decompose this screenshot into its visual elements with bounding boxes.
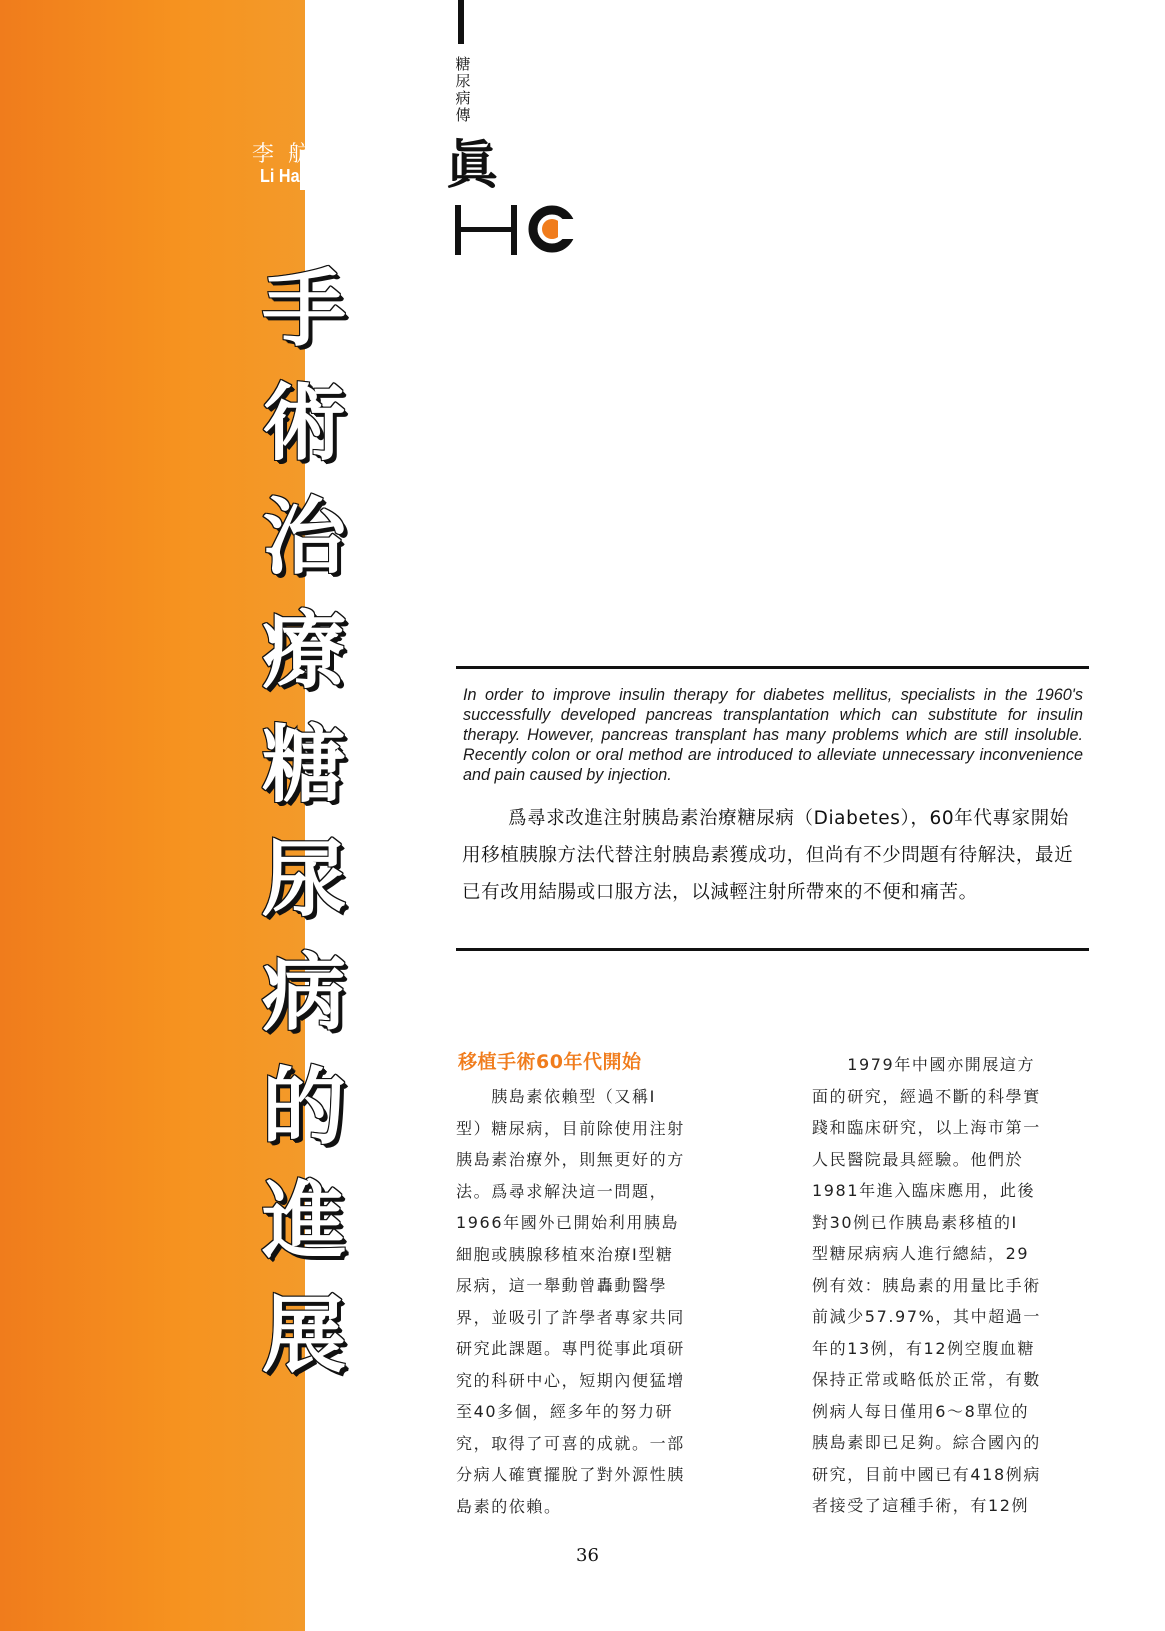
body-line: 細胞或胰腺移植來治療Ⅰ型糖 (456, 1244, 674, 1264)
body-line: 研究，目前中國已有418例病 (812, 1464, 1041, 1484)
body-line: 例有效：胰島素的用量比手術 (812, 1275, 1041, 1295)
series-label: 糖尿病傳 (455, 55, 471, 124)
section-heading: 移植手術60年代開始 (458, 1051, 642, 1073)
body-line: 者接受了這種手術，有12例 (812, 1496, 1030, 1515)
body-column-right (812, 1049, 1087, 1522)
author-name-chinese: 李航海 (252, 142, 361, 167)
body-line: 分病人確實擺脫了對外源性胰 (456, 1465, 685, 1484)
body-line: 型）糖尿病，目前除使用注射 (456, 1118, 685, 1138)
title-char: 展 (261, 1286, 346, 1384)
body-line: 人民醫院最具經驗。他們於 (812, 1149, 1024, 1169)
vertical-title (256, 252, 352, 1392)
title-char: 糖 (261, 716, 346, 814)
page-number: 36 (576, 1545, 599, 1566)
abstract-bottom-rule (456, 948, 1089, 951)
body-line: 型糖尿病病人進行總結，29 (812, 1244, 1030, 1263)
body-column-left (456, 1081, 728, 1522)
series-glyph: 眞 (446, 135, 499, 196)
body-line: 島素的依賴。 (456, 1496, 562, 1516)
body-line: 界，並吸引了許學者專家共同 (456, 1307, 685, 1327)
body-line: 究的科研中心，短期內便猛增 (456, 1370, 685, 1390)
body-line: 研究此課題。專門從事此項研 (456, 1339, 685, 1358)
author-name-english: Li Hang Hai (260, 166, 350, 186)
body-line: 究，取得了可喜的成就。一部 (456, 1433, 685, 1453)
column-logo-top-bar (458, 0, 464, 44)
body-line: 前減少57.97%，其中超過一 (812, 1307, 1042, 1326)
title-char: 病 (261, 944, 346, 1042)
body-line: 至40多個，經多年的努力研 (456, 1402, 674, 1421)
body-line: 保持正常或略低於正常，有數 (812, 1370, 1041, 1389)
body-line: 面的研究，經過不斷的科學實 (812, 1086, 1041, 1106)
title-char: 療 (261, 602, 346, 700)
hc-logo-icon (452, 205, 582, 255)
body-line: 胰島素依賴型（又稱Ⅰ (456, 1087, 656, 1106)
title-char: 的 (261, 1058, 346, 1156)
title-char: 手 (261, 260, 346, 358)
body-line: 例病人每日僅用6～8單位的 (812, 1401, 1030, 1421)
title-char: 術 (261, 374, 346, 472)
body-line: 年的13例，有12例空腹血糖 (812, 1338, 1036, 1358)
body-line: 尿病，這一舉動曾轟動醫學 (456, 1276, 668, 1295)
body-line: 1979年中國亦開展這方 (812, 1055, 1036, 1074)
body-line: 法。爲尋求解決這一問題， (456, 1181, 668, 1201)
abstract-chinese: 爲尋求改進注射胰島素治療糖尿病（Diabetes），60年代專家開始用移植胰腺方法代替注射胰島素獲成功，但尚有不少問題有待解決，最近已有改用結腸或口服方法，以減輕注射所帶來的不便和痛苦。 (462, 808, 1074, 903)
body-line: 1981年進入臨床應用，此後 (812, 1181, 1036, 1200)
title-char: 尿 (261, 830, 346, 928)
abstract-english: In order to improve insulin therapy for diabetes mellitus, specialists in the 1960's successfully developed pancreas transplantation which can substitute for insulin therapy. However, pancreas transplant has many problems which are still insoluble. Recently colon or oral method are introduced to alleviate unnecessary inconvenience and pain caused by injection. (463, 686, 1083, 784)
title-char: 治 (261, 488, 346, 586)
body-line: 對30例已作胰島素移植的Ⅰ (812, 1212, 1018, 1232)
body-line: 踐和臨床研究，以上海市第一 (812, 1118, 1041, 1137)
abstract-top-rule (456, 666, 1089, 669)
body-line: 胰島素治療外，則無更好的方 (456, 1150, 685, 1169)
body-line: 胰島素即已足夠。綜合國內的 (812, 1433, 1041, 1452)
body-line: 1966年國外已開始利用胰島 (456, 1213, 680, 1232)
title-char: 進 (261, 1172, 346, 1270)
